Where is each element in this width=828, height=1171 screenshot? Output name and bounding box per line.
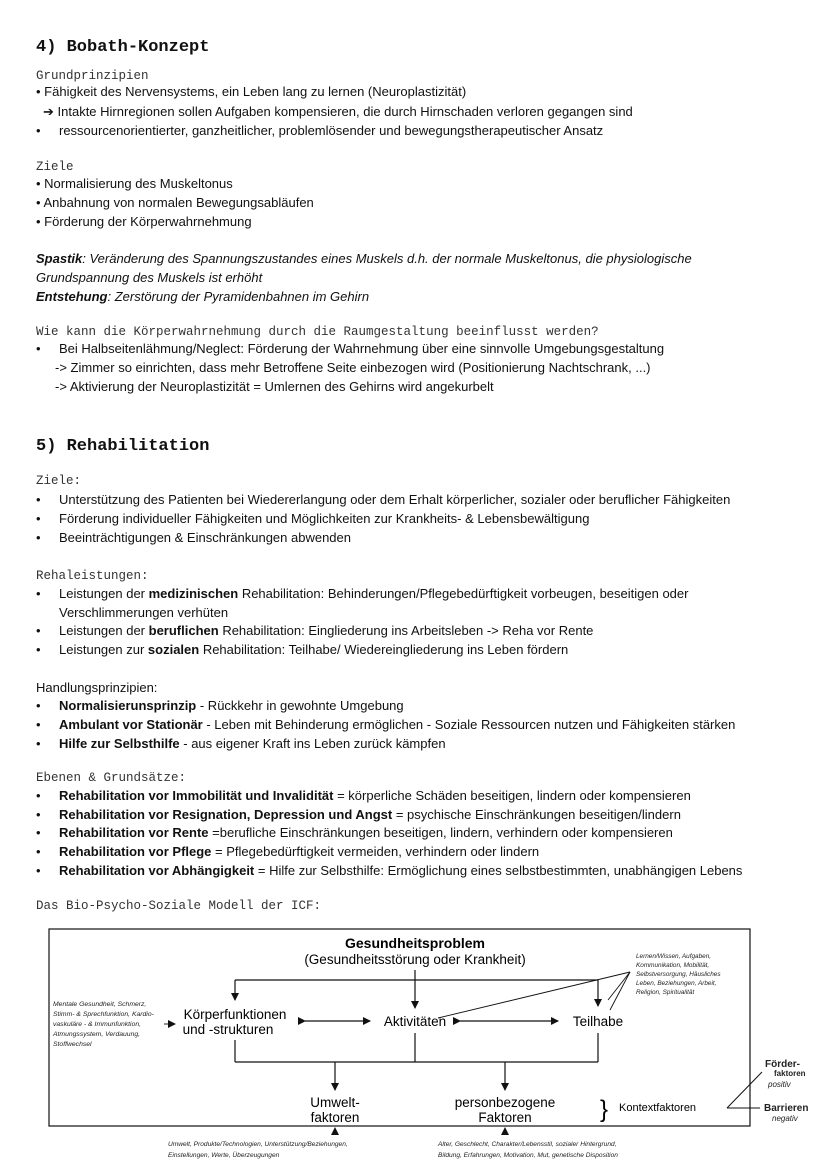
heading-ziele: Ziele bbox=[36, 160, 74, 174]
list-item: -> Aktivierung der Neuroplastizität = Umlernen des Gehirns wird angekurbelt bbox=[55, 379, 494, 394]
icf-problem-title: Gesundheitsproblem bbox=[344, 935, 486, 951]
list-item-cont: Verschlimmerungen verhüten bbox=[59, 605, 229, 620]
note-right-arrow-mid bbox=[610, 972, 630, 1010]
icf-person2: Faktoren bbox=[478, 1110, 532, 1125]
bullet-icon: • bbox=[36, 623, 41, 638]
icf-umwelt: Umwelt- bbox=[310, 1095, 360, 1110]
note-left-line: Stoffwechsel bbox=[53, 1041, 92, 1048]
note-right-line: Selbstversorgung, Häusliches bbox=[636, 971, 721, 978]
spastik-definition-cont: Grundspannung des Muskels ist erhöht bbox=[36, 270, 263, 285]
barrieren-label: Barrieren bbox=[764, 1103, 809, 1114]
bullet-icon: • bbox=[36, 863, 41, 878]
list-item: Rehabilitation vor Pflege = Pflegebedürftigkeit vermeiden, verhindern oder lindern bbox=[59, 844, 540, 859]
icf-teilhabe: Teilhabe bbox=[572, 1014, 624, 1029]
icf-kontextfaktoren: Kontextfaktoren bbox=[619, 1102, 697, 1114]
list-item: • Fähigkeit des Nervensystems, ein Leben lang zu lernen (Neuroplastizität) bbox=[36, 84, 467, 99]
list-item: • Anbahnung von normalen Bewegungsabläufen bbox=[36, 195, 314, 210]
bullet-icon: • bbox=[36, 825, 41, 840]
note-left-line: Stimm- & Sprechfunktion, Kardio- bbox=[53, 1011, 154, 1018]
list-item: ➔ Intakte Hirnregionen sollen Aufgaben kompensieren, die durch Hirnschaden verloren gegangen sind bbox=[43, 104, 633, 119]
heading-ziele: Ziele: bbox=[36, 474, 82, 488]
bullet-icon: • bbox=[36, 807, 41, 822]
bullet-icon: • bbox=[36, 642, 41, 657]
icf-aktivitaeten: Aktivitäten bbox=[383, 1014, 447, 1029]
note-right-line: Lernen/Wissen, Aufgaben, bbox=[636, 953, 712, 960]
question: Wie kann die Körperwahrnehmung durch die Raumgestaltung beeinflusst werden? bbox=[36, 325, 599, 339]
list-item: ressourcenorientierter, ganzheitlicher, problemlösender und bewegungstherapeutischer Ansatz bbox=[59, 123, 604, 138]
note-right-arrow-left bbox=[438, 972, 630, 1018]
note-right-line: Kommunikation, Mobilität, bbox=[636, 962, 710, 969]
list-item: Bei Halbseitenlähmung/Neglect: Förderung der Wahrnehmung über eine sinnvolle Umgebungsgestaltung bbox=[59, 341, 665, 356]
note-left-line: vaskuläre - & Immunfunktion, bbox=[53, 1021, 142, 1028]
list-item: Rehabilitation vor Immobilität und Invalidität = körperliche Schäden beseitigen, lindern oder kompensieren bbox=[59, 788, 691, 803]
list-item: Normalisierunsprinzip - Rückkehr in gewohnte Umgebung bbox=[59, 698, 404, 713]
note-right-line: Leben, Beziehungen, Arbeit, bbox=[636, 980, 717, 987]
section-title-reha: 5) Rehabilitation bbox=[36, 437, 210, 456]
list-item: Unterstützung des Patienten bei Wiedererlangung oder dem Erhalt körperlicher, sozialer oder beruflicher Fähigkeiten bbox=[59, 492, 731, 507]
bullet-icon: • bbox=[36, 530, 41, 545]
foerder-label: Förder- bbox=[765, 1059, 800, 1070]
icf-umwelt2: faktoren bbox=[310, 1110, 360, 1125]
list-item: • Förderung der Körperwahrnehmung bbox=[36, 214, 252, 229]
note-person-line: Bildung, Erfahrungen, Motivation, Mut, genetische Disposition bbox=[438, 1152, 618, 1159]
spastik-definition: Spastik: Veränderung des Spannungszustandes eines Muskels d.h. der normale Muskeltonus, die physiologische bbox=[36, 251, 692, 266]
list-item: Ambulant vor Stationär - Leben mit Behinderung ermöglichen - Soziale Ressourcen nutzen und Fähigkeiten stärken bbox=[59, 717, 736, 732]
bullet-icon: • bbox=[36, 736, 41, 751]
list-item: Leistungen zur sozialen Rehabilitation: Teilhabe/ Wiedereingliederung ins Leben fördern bbox=[59, 642, 569, 657]
note-person-line: Alter, Geschlecht, Charakter/Lebensstil, sozialer Hintergrund, bbox=[438, 1141, 617, 1148]
list-item: • Normalisierung des Muskeltonus bbox=[36, 176, 233, 191]
negativ-label: negativ bbox=[772, 1114, 798, 1123]
list-item: Rehabilitation vor Rente =berufliche Einschränkungen beseitigen, lindern, verhindern oder kompensieren bbox=[59, 825, 673, 840]
bullet-icon: • bbox=[36, 844, 41, 859]
list-item: Leistungen der beruflichen Rehabilitation: Eingliederung ins Arbeitsleben -> Reha vor Rente bbox=[59, 623, 594, 638]
note-umwelt-line: Einstellungen, Werte, Überzeugungen bbox=[168, 1152, 280, 1159]
bullet-icon: • bbox=[36, 788, 41, 803]
bullet-icon: • bbox=[36, 717, 41, 732]
bullet-icon: • bbox=[36, 698, 41, 713]
bullet-icon: • bbox=[36, 492, 41, 507]
bullet-icon: • bbox=[36, 511, 41, 526]
list-item: Leistungen der medizinischen Rehabilitation: Behinderungen/Pflegebedürftigkeit vorbeugen, beseitigen oder bbox=[59, 586, 689, 601]
icf-person: personbezogene bbox=[454, 1095, 556, 1110]
icf-problem-sub: (Gesundheitsstörung oder Krankheit) bbox=[304, 952, 526, 967]
note-right-line: Religion, Spiritualität bbox=[636, 989, 695, 996]
list-item: Hilfe zur Selbsthilfe - aus eigener Kraft ins Leben zurück kämpfen bbox=[59, 736, 446, 751]
bullet-icon: • bbox=[36, 123, 41, 138]
heading-icf: Das Bio-Psycho-Soziale Modell der ICF: bbox=[36, 899, 322, 913]
note-left-line: Atmungssystem, Verdauung, bbox=[53, 1031, 141, 1038]
bullet-icon: • bbox=[36, 341, 41, 356]
section-title-bobath: 4) Bobath-Konzept bbox=[36, 38, 210, 57]
list-item: Förderung individueller Fähigkeiten und Möglichkeiten zur Krankheits- & Lebensbewältigung bbox=[59, 511, 590, 526]
note-left-line: Mentale Gesundheit, Schmerz, bbox=[53, 1001, 147, 1008]
heading-rehaleistungen: Rehaleistungen: bbox=[36, 569, 149, 583]
list-item: Rehabilitation vor Abhängigkeit = Hilfe zur Selbsthilfe: Ermöglichung eines selbstbestimmten, unabhängigen Lebens bbox=[59, 863, 743, 878]
kontext-branch bbox=[727, 1072, 762, 1108]
kontext-brace-icon: } bbox=[600, 1096, 609, 1123]
foerder-label2: faktoren bbox=[774, 1069, 806, 1078]
entstehung-definition: Entstehung: Zerstörung der Pyramidenbahnen im Gehirn bbox=[36, 289, 370, 304]
list-item: -> Zimmer so einrichten, dass mehr Betroffene Seite einbezogen wird (Positionierung Nachtschrank, ...) bbox=[55, 360, 651, 375]
icf-koerper: Körperfunktionen bbox=[183, 1007, 287, 1022]
note-umwelt-line: Umwelt, Produkte/Technologien, Unterstützung/Beziehungen, bbox=[168, 1141, 348, 1148]
list-item: Rehabilitation vor Resignation, Depression und Angst = psychische Einschränkungen beseitigen/lindern bbox=[59, 807, 681, 822]
heading-grundprinzipien: Grundprinzipien bbox=[36, 69, 149, 83]
list-item: Beeinträchtigungen & Einschränkungen abwenden bbox=[59, 530, 351, 545]
bullet-icon: • bbox=[36, 586, 41, 601]
heading-handlungsprinzipien: Handlungsprinzipien: bbox=[36, 680, 158, 695]
heading-ebenen: Ebenen & Grundsätze: bbox=[36, 771, 187, 785]
icf-koerper2: und -strukturen bbox=[182, 1022, 274, 1037]
positiv-label: positiv bbox=[768, 1080, 791, 1089]
